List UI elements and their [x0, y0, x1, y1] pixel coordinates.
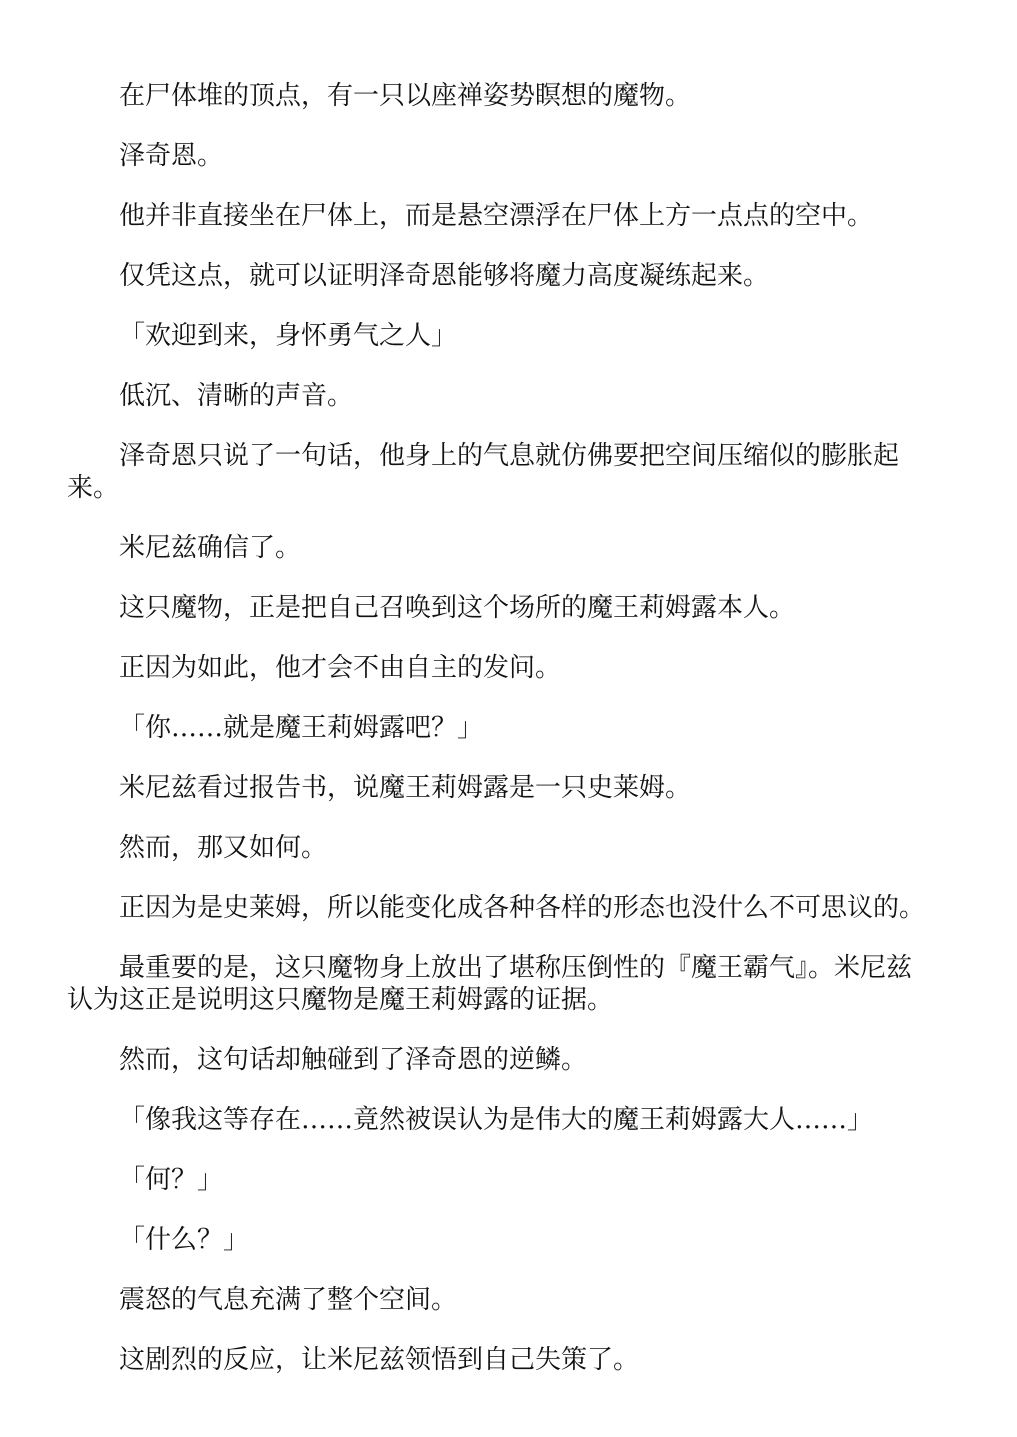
paragraph-narration: 仅凭这点，就可以证明泽奇恩能够将魔力高度凝练起来。	[119, 261, 770, 291]
paragraph-narration: 米尼兹看过报告书，说魔王莉姆露是一只史莱姆。	[119, 773, 692, 803]
paragraph-narration: 最重要的是，这只魔物身上放出了堪称压倒性的『魔王霸气』。米尼兹认为这正是说明这只魔物是魔王莉姆露的证据。	[67, 953, 913, 1015]
paragraph-narration: 震怒的气息充满了整个空间。	[119, 1285, 458, 1315]
paragraph-narration: 这剧烈的反应，让米尼兹领悟到自己失策了。	[119, 1345, 640, 1375]
paragraph-dialogue: 「像我这等存在……竟然被误认为是伟大的魔王莉姆露大人……」	[119, 1105, 874, 1135]
paragraph-narration: 正因为是史莱姆，所以能变化成各种各样的形态也没什么不可思议的。	[119, 893, 926, 923]
paragraph-narration: 泽奇恩只说了一句话，他身上的气息就仿佛要把空间压缩似的膨胀起来。	[67, 441, 900, 503]
paragraph-dialogue: 「什么？」	[119, 1225, 250, 1255]
paragraph-narration: 这只魔物，正是把自己召唤到这个场所的魔王莉姆露本人。	[119, 593, 796, 623]
paragraph-narration: 低沉、清晰的声音。	[119, 381, 354, 411]
document-page	[67, 80, 927, 1404]
paragraph-dialogue: 「何？」	[119, 1165, 224, 1195]
paragraph-dialogue: 「你……就是魔王莉姆露吧？」	[119, 713, 484, 743]
paragraph-narration: 正因为如此，他才会不由自主的发问。	[119, 653, 562, 683]
paragraph-narration: 泽奇恩。	[119, 141, 224, 171]
paragraph-narration: 然而，那又如何。	[119, 833, 328, 863]
paragraph-narration: 在尸体堆的顶点，有一只以座禅姿势瞑想的魔物。	[119, 81, 692, 111]
paragraph-narration: 米尼兹确信了。	[119, 533, 302, 563]
paragraph-narration: 他并非直接坐在尸体上，而是悬空漂浮在尸体上方一点点的空中。	[119, 201, 874, 231]
paragraph-dialogue: 「欢迎到来，身怀勇气之人」	[119, 321, 458, 351]
paragraph-narration: 然而，这句话却触碰到了泽奇恩的逆鳞。	[119, 1045, 588, 1075]
